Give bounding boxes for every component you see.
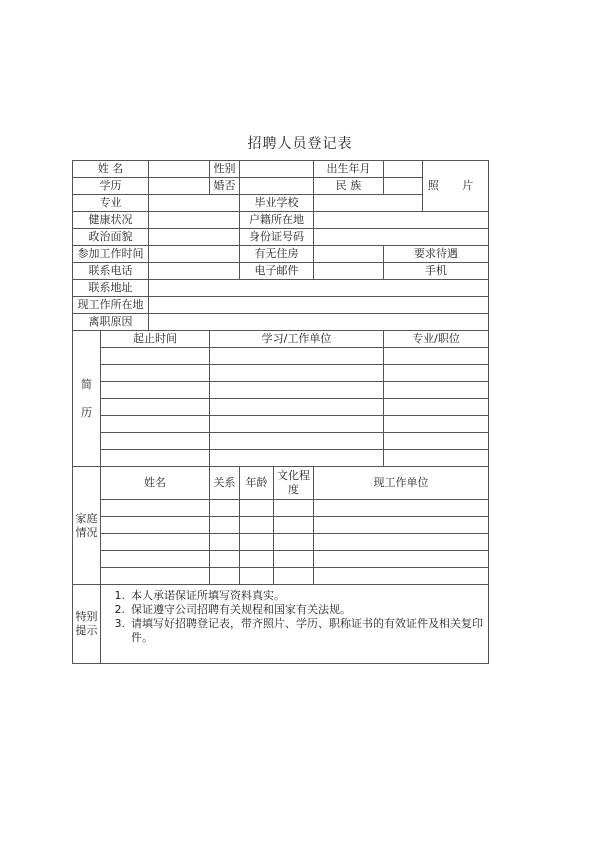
resume-cell[interactable] (384, 399, 489, 416)
family-header-relation: 关系 (210, 467, 240, 500)
family-cell[interactable] (240, 551, 274, 568)
family-cell[interactable] (210, 534, 240, 551)
note-number: 3. (114, 617, 125, 630)
family-cell[interactable] (240, 517, 274, 534)
resume-cell[interactable] (384, 450, 489, 467)
note-number: 1. (114, 589, 125, 602)
address-field[interactable] (149, 280, 489, 297)
family-cell[interactable] (314, 500, 489, 517)
registration-form (72, 160, 489, 664)
email-field[interactable] (314, 263, 384, 280)
health-label: 健康状况 (73, 212, 149, 229)
family-cell[interactable] (210, 568, 240, 585)
family-header-age: 年龄 (240, 467, 274, 500)
notes-box (101, 585, 489, 664)
note-text: 请填写好招聘登记表，带齐照片、学历、职称证书的有效证件及相关复印件。 (131, 617, 483, 644)
ethnicity-label: 民 族 (314, 178, 384, 195)
family-header-education: 文化程度 (274, 467, 314, 500)
family-cell[interactable] (314, 534, 489, 551)
family-cell[interactable] (314, 551, 489, 568)
note-item (107, 617, 484, 645)
school-label: 毕业学校 (240, 195, 314, 212)
note-number: 2. (114, 603, 125, 616)
resume-cell[interactable] (384, 348, 489, 365)
notes-section-label: 特别 提示 (73, 585, 101, 664)
family-cell[interactable] (101, 517, 210, 534)
id-number-label: 身份证号码 (240, 229, 314, 246)
resume-cell[interactable] (210, 399, 384, 416)
family-header-workplace: 现工作单位 (314, 467, 489, 500)
resume-cell[interactable] (101, 348, 210, 365)
family-cell[interactable] (274, 568, 314, 585)
resume-header-period: 起止时间 (101, 331, 210, 348)
resume-header-unit: 学习/工作单位 (210, 331, 384, 348)
family-cell[interactable] (274, 500, 314, 517)
birth-label: 出生年月 (314, 161, 384, 178)
resume-cell[interactable] (210, 348, 384, 365)
politics-field[interactable] (149, 229, 240, 246)
resume-cell[interactable] (101, 450, 210, 467)
family-cell[interactable] (240, 500, 274, 517)
id-number-field[interactable] (314, 229, 489, 246)
family-cell[interactable] (210, 517, 240, 534)
note-text: 保证遵守公司招聘有关规程和国家有关法规。 (131, 603, 351, 616)
name-label: 姓 名 (73, 161, 149, 178)
family-cell[interactable] (274, 534, 314, 551)
current-workplace-label: 现工作所在地 (73, 297, 149, 314)
family-cell[interactable] (210, 500, 240, 517)
salary-label: 要求待遇 (384, 246, 489, 263)
note-text: 本人承诺保证所填写资料真实。 (131, 589, 285, 602)
resume-cell[interactable] (210, 433, 384, 450)
phone-label: 联系电话 (73, 263, 149, 280)
current-workplace-field[interactable] (149, 297, 489, 314)
ethnicity-field[interactable] (384, 178, 423, 195)
birth-field[interactable] (384, 161, 423, 178)
family-cell[interactable] (240, 568, 274, 585)
family-section-label: 家庭 情况 (73, 467, 101, 585)
family-cell[interactable] (240, 534, 274, 551)
major-label: 专业 (73, 195, 149, 212)
marital-label: 婚否 (210, 178, 240, 195)
photo-box[interactable]: 照 片 (423, 161, 489, 212)
education-field[interactable] (149, 178, 210, 195)
politics-label: 政治面貌 (73, 229, 149, 246)
family-cell[interactable] (274, 517, 314, 534)
resume-cell[interactable] (101, 365, 210, 382)
marital-field[interactable] (240, 178, 314, 195)
family-cell[interactable] (101, 551, 210, 568)
resume-cell[interactable] (210, 382, 384, 399)
work-start-label: 参加工作时间 (73, 246, 149, 263)
resume-cell[interactable] (101, 416, 210, 433)
resume-cell[interactable] (101, 382, 210, 399)
name-field[interactable] (149, 161, 210, 178)
health-field[interactable] (149, 212, 240, 229)
school-field[interactable] (314, 195, 423, 212)
housing-label: 有无住房 (240, 246, 314, 263)
family-cell[interactable] (101, 500, 210, 517)
resume-cell[interactable] (210, 416, 384, 433)
phone-field[interactable] (149, 263, 240, 280)
note-item (107, 589, 484, 603)
email-label: 电子邮件 (240, 263, 314, 280)
resume-cell[interactable] (384, 416, 489, 433)
education-label: 学历 (73, 178, 149, 195)
leave-reason-label: 离职原因 (73, 314, 149, 331)
page-title: 招聘人员登记表 (247, 136, 353, 152)
resume-cell[interactable] (384, 365, 489, 382)
family-cell[interactable] (101, 534, 210, 551)
resume-section-label: 简 历 (73, 331, 101, 467)
family-cell[interactable] (210, 551, 240, 568)
work-start-field[interactable] (149, 246, 240, 263)
resume-cell[interactable] (384, 433, 489, 450)
family-cell[interactable] (314, 568, 489, 585)
resume-cell[interactable] (210, 450, 384, 467)
housing-field[interactable] (314, 246, 384, 263)
family-cell[interactable] (274, 551, 314, 568)
major-field[interactable] (149, 195, 240, 212)
hukou-label: 户籍所在地 (240, 212, 314, 229)
family-cell[interactable] (101, 568, 210, 585)
resume-cell[interactable] (101, 433, 210, 450)
gender-label: 性别 (210, 161, 240, 178)
resume-cell[interactable] (210, 365, 384, 382)
resume-cell[interactable] (384, 382, 489, 399)
address-label: 联系地址 (73, 280, 149, 297)
note-item (107, 603, 484, 617)
family-cell[interactable] (314, 517, 489, 534)
hukou-field[interactable] (314, 212, 489, 229)
family-header-name: 姓名 (101, 467, 210, 500)
resume-header-position: 专业/职位 (384, 331, 489, 348)
resume-cell[interactable] (101, 399, 210, 416)
leave-reason-field[interactable] (149, 314, 489, 331)
mobile-label: 手机 (384, 263, 489, 280)
gender-field[interactable] (240, 161, 314, 178)
